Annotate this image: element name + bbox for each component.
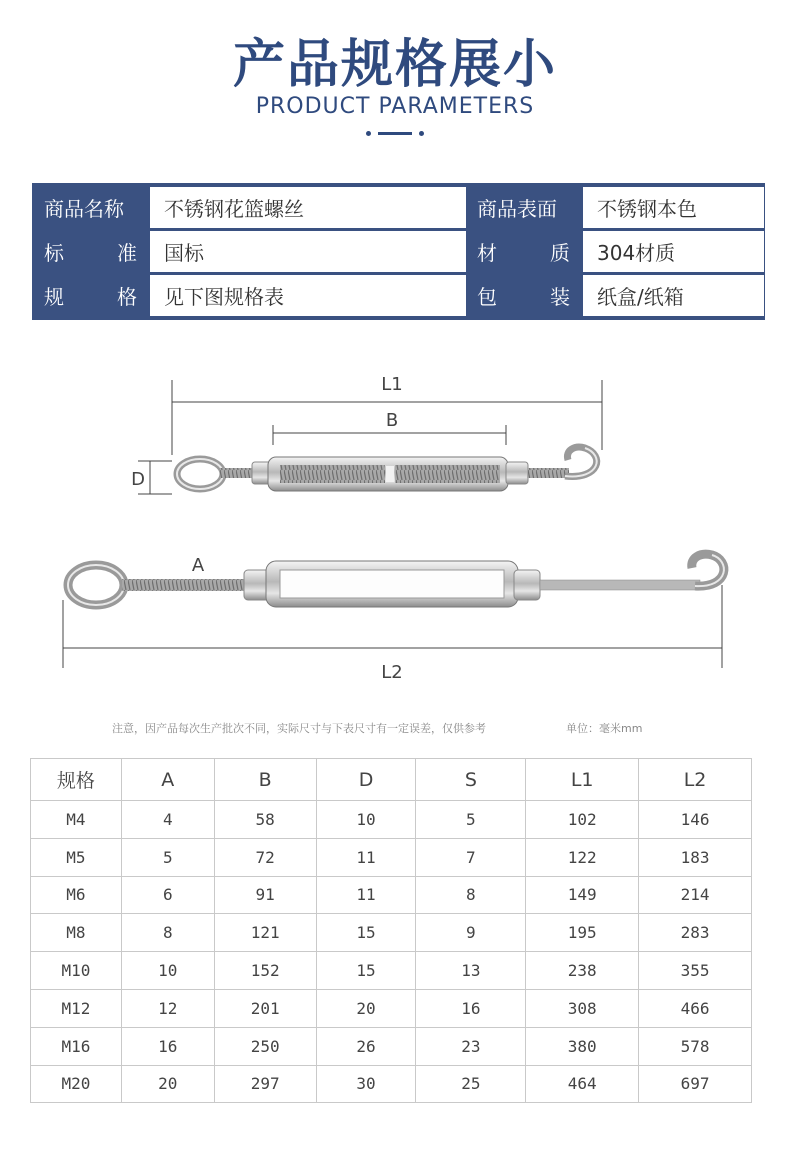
label-b: B (385, 410, 399, 431)
table-cell: M10 (31, 952, 122, 990)
table-cell: 20 (121, 1065, 214, 1103)
header-cell: A (121, 759, 214, 801)
table-cell: 152 (214, 952, 316, 990)
label-l1: L1 (381, 374, 403, 395)
table-cell: 4 (121, 801, 214, 839)
product-info-table (32, 183, 765, 320)
turnbuckle-diagram (0, 340, 790, 700)
info-label-product-name: 商品名称 (44, 197, 124, 221)
table-cell: 12 (121, 989, 214, 1027)
label-d: D (131, 469, 145, 490)
table-row (31, 801, 752, 839)
header-cell: B (214, 759, 316, 801)
table-cell: 7 (416, 838, 526, 876)
table-cell: 16 (416, 989, 526, 1027)
info-value-material: 304材质 (583, 231, 764, 272)
info-value-surface: 不锈钢本色 (583, 187, 764, 228)
table-cell: M20 (31, 1065, 122, 1103)
table-cell: M5 (31, 838, 122, 876)
table-cell: 238 (526, 952, 639, 990)
info-label-char: 规 (44, 285, 64, 309)
info-label-char: 质 (550, 241, 570, 265)
header-cell: L1 (526, 759, 639, 801)
unit-note: 单位：毫米mm (566, 722, 643, 735)
table-cell: 201 (214, 989, 316, 1027)
title-divider-dot (366, 131, 371, 136)
info-label-char: 包 (477, 285, 497, 309)
label-l2: L2 (381, 662, 403, 683)
table-cell: 13 (416, 952, 526, 990)
info-label-char: 格 (117, 285, 137, 309)
table-cell: 11 (316, 838, 416, 876)
info-label-char: 标 (44, 241, 64, 265)
tolerance-note: 注意，因产品每次生产批次不同，实际尺寸与下表尺寸有一定误差，仅供参考 (112, 722, 486, 735)
table-cell: 464 (526, 1065, 639, 1103)
info-label-char: 装 (550, 285, 570, 309)
table-cell: 9 (416, 914, 526, 952)
title-divider-dot (419, 131, 424, 136)
table-row (31, 838, 752, 876)
info-label-surface: 商品表面 (477, 197, 557, 221)
spec-table (30, 758, 752, 1103)
table-cell: 214 (639, 876, 752, 914)
header-cell: L2 (639, 759, 752, 801)
table-cell: 91 (214, 876, 316, 914)
table-row (31, 952, 752, 990)
page-subtitle: PRODUCT PARAMETERS (255, 94, 535, 119)
table-cell: 5 (416, 801, 526, 839)
info-label-char: 准 (117, 241, 137, 265)
table-cell: M4 (31, 801, 122, 839)
table-cell: M6 (31, 876, 122, 914)
table-cell: 250 (214, 1027, 316, 1065)
info-label-standard (36, 231, 147, 272)
table-cell: 183 (639, 838, 752, 876)
table-cell: 25 (416, 1065, 526, 1103)
page-title: 产品规格展小 (232, 35, 557, 95)
table-cell: 121 (214, 914, 316, 952)
table-cell: 8 (121, 914, 214, 952)
table-row (31, 1065, 752, 1103)
table-cell: 20 (316, 989, 416, 1027)
info-label-material (469, 231, 580, 272)
label-a: A (191, 555, 205, 576)
table-cell: 6 (121, 876, 214, 914)
table-cell: 16 (121, 1027, 214, 1065)
table-cell: 308 (526, 989, 639, 1027)
table-cell: 15 (316, 952, 416, 990)
table-cell: 15 (316, 914, 416, 952)
table-cell: M8 (31, 914, 122, 952)
table-cell: 26 (316, 1027, 416, 1065)
spec-table-body (31, 801, 752, 1103)
table-cell: 102 (526, 801, 639, 839)
table-cell: 355 (639, 952, 752, 990)
table-cell: 30 (316, 1065, 416, 1103)
table-row (31, 914, 752, 952)
table-cell: 578 (639, 1027, 752, 1065)
table-cell: 697 (639, 1065, 752, 1103)
header-cell: 规格 (31, 759, 122, 801)
table-cell: 5 (121, 838, 214, 876)
table-cell: 146 (639, 801, 752, 839)
header-cell: D (316, 759, 416, 801)
table-cell: 10 (316, 801, 416, 839)
table-cell: 466 (639, 989, 752, 1027)
spec-table-header (31, 759, 752, 801)
table-cell: 11 (316, 876, 416, 914)
turnbuckle-large (68, 554, 724, 607)
table-cell: 23 (416, 1027, 526, 1065)
table-cell: 10 (121, 952, 214, 990)
info-label-package (469, 275, 580, 316)
info-value-spec: 见下图规格表 (150, 275, 466, 316)
table-cell: M12 (31, 989, 122, 1027)
table-cell: 283 (639, 914, 752, 952)
table-row (31, 876, 752, 914)
table-cell: 380 (526, 1027, 639, 1065)
table-cell: 122 (526, 838, 639, 876)
table-cell: M16 (31, 1027, 122, 1065)
info-value-package: 纸盒/纸箱 (583, 275, 764, 316)
table-cell: 149 (526, 876, 639, 914)
table-cell: 297 (214, 1065, 316, 1103)
header-cell: S (416, 759, 526, 801)
table-cell: 72 (214, 838, 316, 876)
info-label-spec (36, 275, 147, 316)
table-row (31, 989, 752, 1027)
table-cell: 8 (416, 876, 526, 914)
table-cell: 195 (526, 914, 639, 952)
info-label-char: 材 (477, 241, 497, 265)
info-value-standard: 国标 (150, 231, 466, 272)
title-divider (378, 132, 412, 135)
turnbuckle-small (177, 447, 597, 491)
table-cell: 58 (214, 801, 316, 839)
info-value-product-name: 不锈钢花篮螺丝 (150, 187, 466, 228)
table-row (31, 1027, 752, 1065)
